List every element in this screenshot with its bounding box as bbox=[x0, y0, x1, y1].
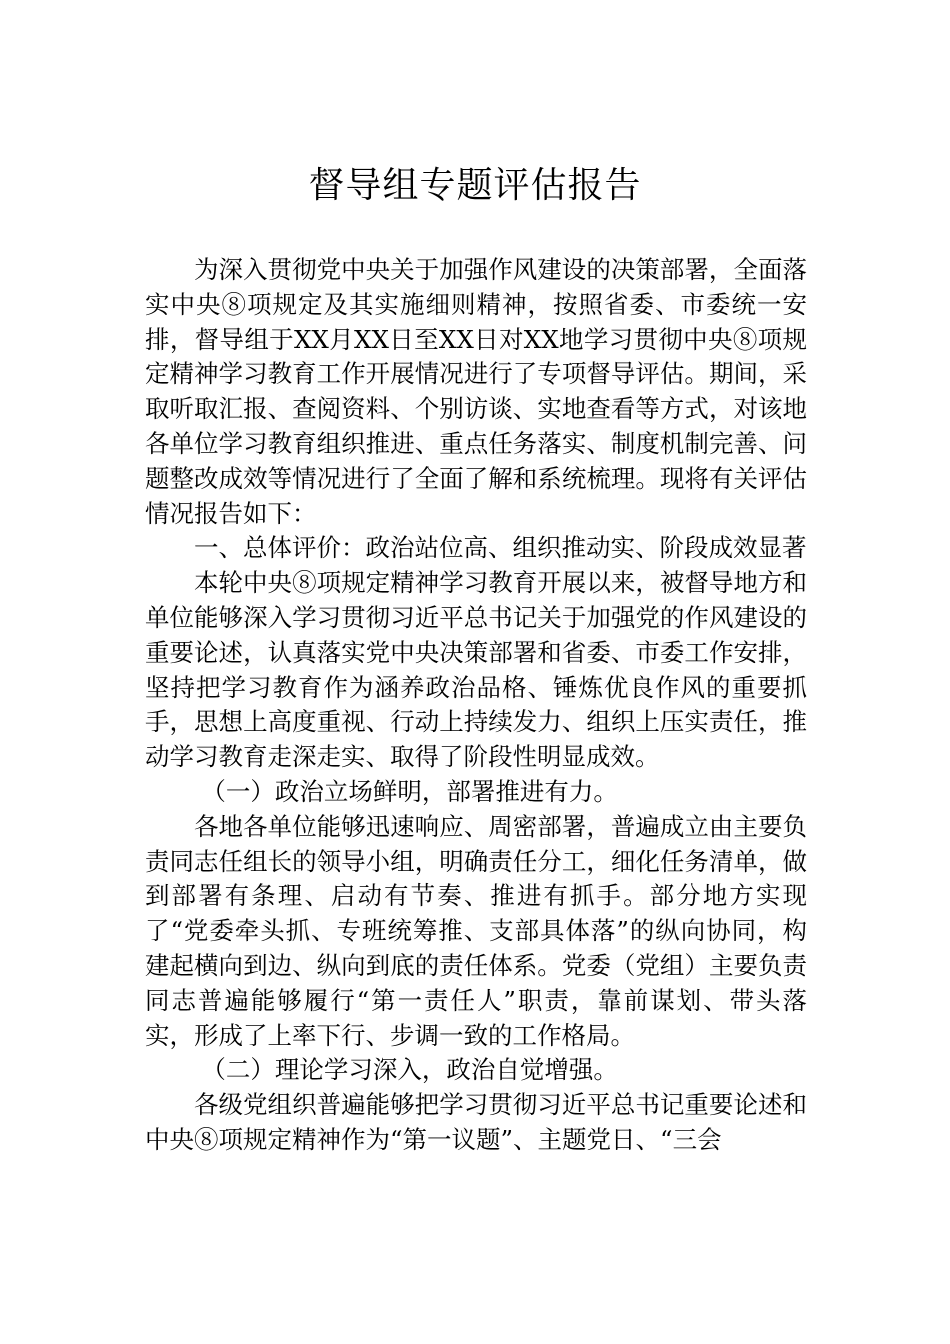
section-1-paragraph: 本轮中央⑧项规定精神学习教育开展以来，被督导地方和单位能够深入学习贯彻习近平总书记关于加强党的作风建设的重要论述，认真落实党中央决策部署和省委、市委工作安排，坚持把学习教育作为涵养政治品格、锤炼优良作风的重要抓手，思想上高度重视、行动上持续发力、组织上压实责任，推动学习教育走深走实、取得了阶段性明显成效。 bbox=[145, 568, 807, 772]
document-body bbox=[145, 253, 807, 1158]
subsection-1-paragraph: 各地各单位能够迅速响应、周密部署，普遍成立由主要负责同志任组长的领导小组，明确责任分工，细化任务清单，做到部署有条理、启动有节奏、推进有抓手。部分地方实现了“党委牵头抓、专班统筹推、支部具体落”的纵向协同，构建起横向到边、纵向到底的责任体系。党委（党组）主要负责同志普遍能够履行“第一责任人”职责，靠前谋划、带头落实，形成了上率下行、步调一致的工作格局。 bbox=[145, 811, 807, 1050]
subsection-heading-1: （一）政治立场鲜明，部署推进有力。 bbox=[201, 776, 618, 806]
intro-paragraph: 为深入贯彻党中央关于加强作风建设的决策部署，全面落实中央⑧项规定及其实施细则精神，按照省委、市委统一安排，督导组于XX月XX日至XX日对XX地学习贯彻中央⑧项规定精神学习教育工作开展情况进行了专项督导评估。期间，采取听取汇报、查阅资料、个别访谈、实地查看等方式，对该地各单位学习教育组织推进、重点任务落实、制度机制完善、问题整改成效等情况进行了全面了解和系统梳理。现将有关评估情况报告如下： bbox=[145, 255, 807, 528]
document-title: 督导组专题评估报告 bbox=[308, 165, 642, 206]
section-heading-1: 一、总体评价：政治站位高、组织推动实、阶段成效显著 bbox=[194, 533, 807, 563]
subsection-2-paragraph: 各级党组织普遍能够把学习贯彻习近平总书记重要论述和中央⑧项规定精神作为“第一议题”、主题党日、“三会 bbox=[145, 1090, 807, 1154]
subsection-heading-2: （二）理论学习深入，政治自觉增强。 bbox=[201, 1055, 618, 1085]
